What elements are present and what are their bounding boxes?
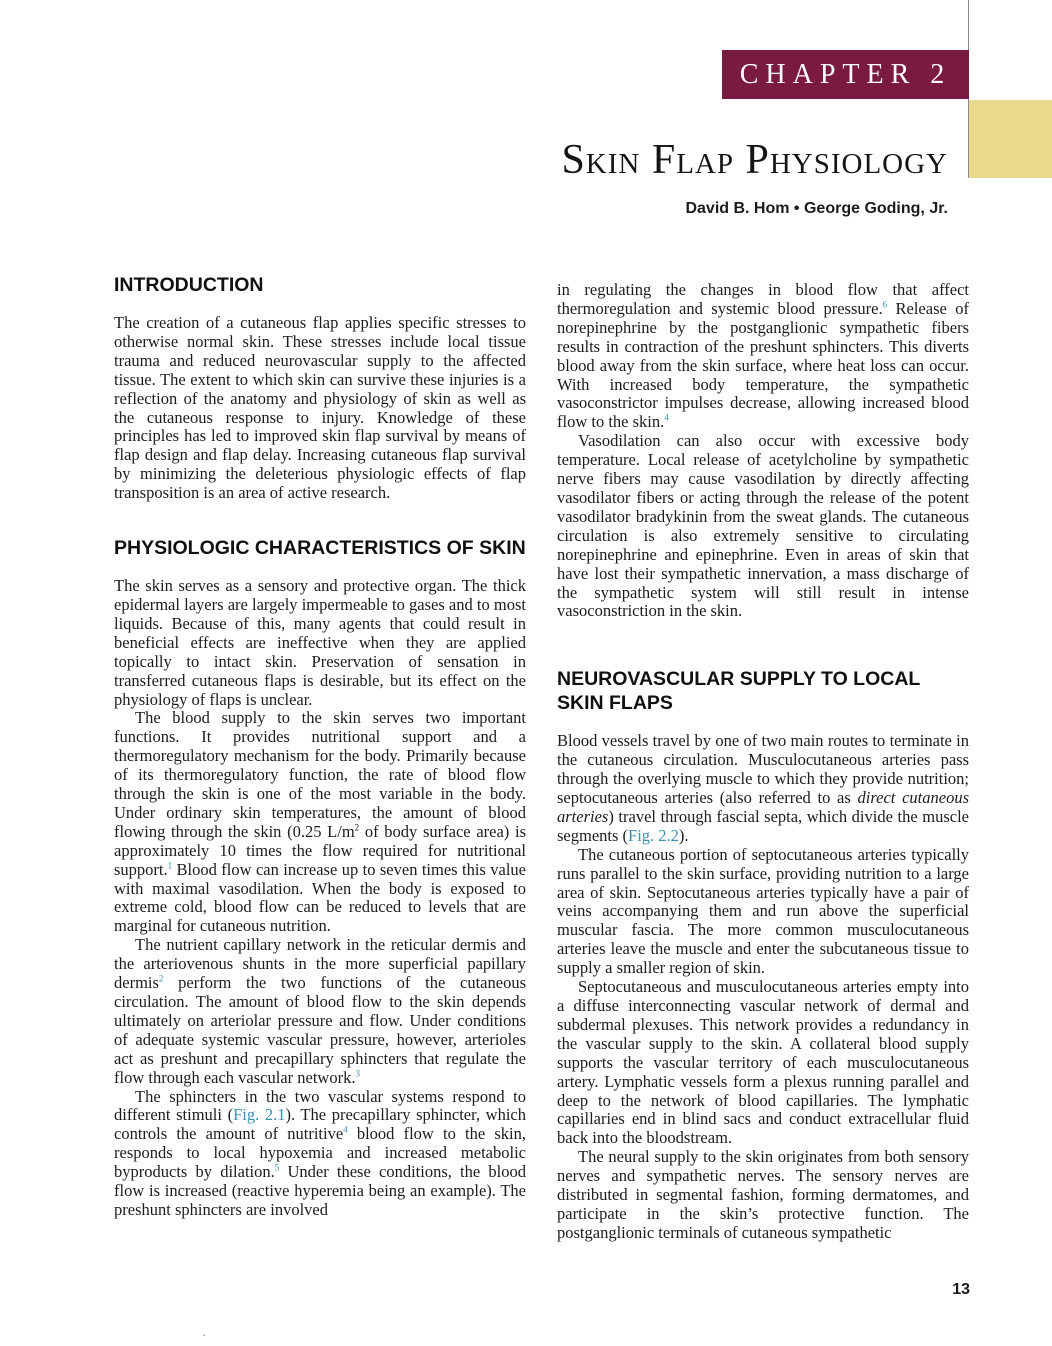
reference-marker[interactable]: 1 bbox=[167, 860, 173, 871]
neurovascular-paragraph-1 bbox=[557, 732, 969, 845]
figure-link-2-2[interactable]: Fig. 2.2 bbox=[628, 825, 679, 845]
heading-line: NEUROVASCULAR SUPPLY TO LOCAL bbox=[557, 668, 921, 691]
section-heading-introduction: INTRODUCTION bbox=[114, 274, 264, 296]
reference-marker[interactable]: 4 bbox=[664, 412, 669, 423]
chapter-title: Skin Flap Physiology bbox=[561, 137, 948, 183]
chapter-side-tab bbox=[969, 100, 1052, 178]
left-column bbox=[114, 270, 526, 1220]
text-run: ). bbox=[678, 825, 689, 845]
text-run: Blood flow can increase up to seven times this value with maximal vasodilation. When the body is exposed to extreme cold, blood flow can be reduced to levels that are marginal for cutaneous nutrition. bbox=[114, 859, 526, 936]
reference-marker[interactable]: 4 bbox=[343, 1124, 348, 1135]
physiologic-paragraph-4 bbox=[114, 1088, 526, 1220]
physiologic-paragraph-3 bbox=[114, 936, 526, 1087]
text-run: The nutrient capillary network in the reticular dermis and the arteriovenous shunts in the more superficial papillary dermis bbox=[114, 935, 526, 993]
section-heading-physiologic-characteristics: PHYSIOLOGIC CHARACTERISTICS OF SKIN bbox=[114, 537, 526, 560]
right-column bbox=[557, 281, 969, 1243]
text-run: in regulating the changes in blood flow that affect thermoregulation and systemic blood pressure. bbox=[557, 280, 969, 318]
neurovascular-paragraph-3: Septocutaneous and musculocutaneous arteries empty into a diffuse interconnecting vascular network of dermal and subdermal plexuses. This network provides a redundancy in the vascular supply to the skin. A collateral blood supply supports the vascular territory of each musculocutaneous artery. Lymphatic vessels form a plexus running parallel and deep to the network of blood capillaries. The lymphatic capillaries end in blind sacs and conduct extracellular fluid back into the bloodstream. bbox=[557, 977, 969, 1148]
text-run: perform the two functions of the cutaneous circulation. The amount of blood flow to the skin depends ultimately on arteriolar pressure and flow. Under conditions of adequate systemic vascular pressure, however, arterioles act as preshunt and precapillary sphincters that regulate the flow through each vascular network. bbox=[114, 973, 526, 1087]
stray-mark: . bbox=[203, 1328, 206, 1339]
text-run: Release of norepinephrine by the postganglionic sympathetic fibers results in contraction of the preshunt sphincters. This diverts blood away from the skin surface, where heat loss can occur. With increased body temperature, the sympathetic vasoconstrictor impulses decrease, allowing increased blood flow to the skin. bbox=[557, 298, 969, 432]
reference-marker[interactable]: 5 bbox=[274, 1162, 280, 1173]
vasodilation-paragraph: Vasodilation can also occur with excessive body temperature. Local release of acetylcholine by sympathetic nerve fibers may cause vasodilation by directly affecting vasodilator fibers or acting through the release of the potent vasodilator bradykinin from the sweat glands. The cutaneous circulation is also extremely sensitive to circulating norepinephrine and epinephrine. Even in areas of skin that have lost their sympathetic innervation, a mass discharge of the sympathetic system will still result in intense vasoconstriction in the skin. bbox=[557, 431, 969, 621]
text-run: Under these conditions, the blood flow is increased (reactive hyperemia being an example). The preshunt sphincters are involved bbox=[114, 1162, 526, 1219]
neurovascular-paragraph-4: The neural supply to the skin originates from both sensory nerves and sympathetic nerves. The sensory nerves are distributed in segmental fashion, forming dermatomes, and participate in the skin’s protective function. The postganglionic terminals of cutaneous sympathetic bbox=[557, 1147, 969, 1242]
section-heading-neurovascular-supply bbox=[557, 667, 969, 715]
superscript: 2 bbox=[354, 822, 360, 833]
text-run: of body surface area) is approximately 10 times the flow required for nutritional support. bbox=[114, 821, 526, 879]
reference-marker[interactable]: 6 bbox=[882, 299, 888, 310]
figure-link-2-1[interactable]: Fig. 2.1 bbox=[233, 1105, 286, 1125]
text-run: The sphincters in the two vascular systems respond to different stimuli ( bbox=[114, 1086, 526, 1125]
text-run: blood flow to the skin, responds to local hypoxemia and increased metabolic byproducts by dilation. bbox=[114, 1124, 526, 1182]
heading-line: SKIN FLAPS bbox=[557, 692, 673, 715]
chapter-authors: David B. Hom • George Goding, Jr. bbox=[685, 200, 948, 217]
neurovascular-paragraph-2: The cutaneous portion of septocutaneous arteries typically runs parallel to the skin surface, providing nutrition to a large area of skin. Septocutaneous arteries typically have a pair of veins accompanying them and run above the superficial muscular fascia. The more common musculocutaneous arteries leave the muscle and enter the subcutaneous tissue to supply a smaller region of skin. bbox=[557, 844, 969, 978]
text-run: Blood vessels travel by one of two main routes to terminate in the cutaneous circulation. Musculocutaneous arteries pass through the overlying muscle to which they provide nutrition; septocutaneous arteries (also referred to as bbox=[557, 731, 969, 808]
chapter-label: CHAPTER 2 bbox=[722, 50, 969, 99]
text-run: ) travel through fascial septa, which divide the muscle segments ( bbox=[557, 806, 969, 845]
page-number: 13 bbox=[952, 1281, 970, 1298]
text-run: ). The precapillary sphincter, which controls the amount of nutritive bbox=[114, 1105, 527, 1144]
physiologic-paragraph-1: The skin serves as a sensory and protective organ. The thick epidermal layers are largely impermeable to gases and to most liquids. Because of this, many agents that could result in beneficial effects are ineffective when they are applied topically to intact skin. Preservation of sensation in transferred cutaneous flaps is desirable, but its effect on the physiology of flaps is unclear. bbox=[114, 576, 526, 709]
introduction-paragraph: The creation of a cutaneous flap applies specific stresses to otherwise normal skin. These stresses include local tissue trauma and reduced neurovascular supply to the affected tissue. The extent to which skin can survive these injuries is a reflection of the anatomy and physiology of skin as well as the cutaneous response to injury. Knowledge of these principles has led to improved skin flap survival by means of flap design and flap delay. Increasing cutaneous flap survival by minimizing the deleterious physiologic effects of flap transposition is an area of active research. bbox=[114, 313, 526, 503]
thermoregulation-paragraph bbox=[557, 281, 969, 432]
text-run: The blood supply to the skin serves two important functions. It provides nutritional support and a thermoregulatory mechanism for the body. Primarily because of its thermoregulatory function, the rate of blood flow through the skin is one of the most variable in the body. Under ordinary skin temperatures, the amount of blood flowing through the skin (0.25 L/m bbox=[114, 708, 526, 841]
reference-marker[interactable]: 3 bbox=[355, 1068, 360, 1079]
italic-term: direct cutaneous arteries bbox=[557, 788, 969, 826]
physiologic-paragraph-2 bbox=[114, 709, 526, 936]
reference-marker[interactable]: 2 bbox=[158, 973, 164, 984]
